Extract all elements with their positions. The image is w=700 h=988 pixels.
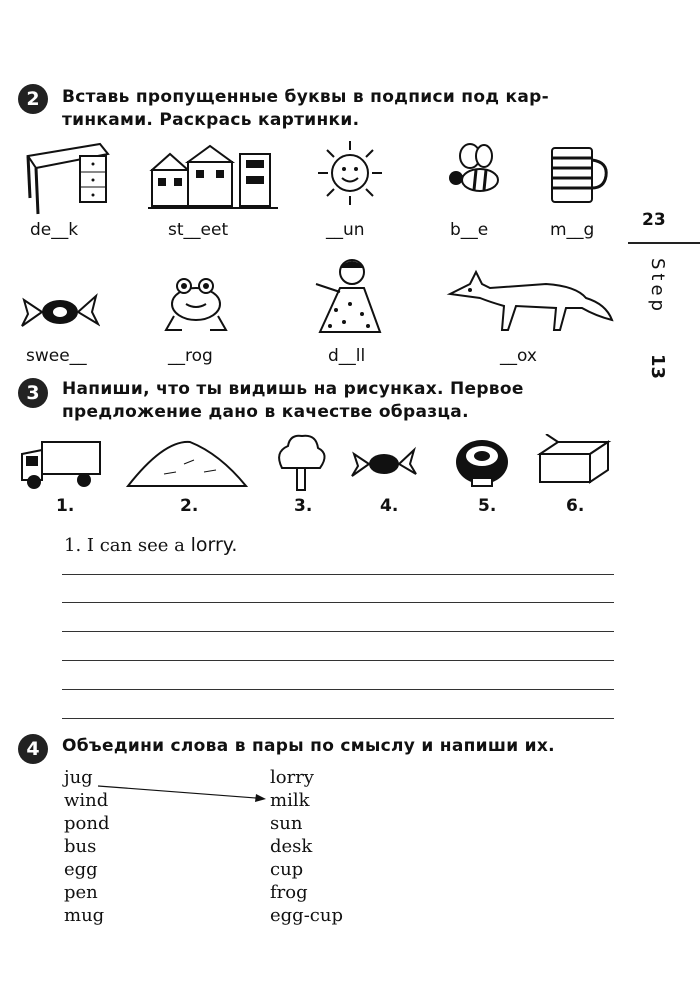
left-word: egg — [64, 859, 98, 880]
exercise-2-badge: 2 — [18, 84, 48, 114]
caption-fox: __ox — [500, 346, 537, 366]
tree-icon — [272, 432, 330, 494]
fox-icon — [446, 268, 614, 334]
step-number — [648, 354, 668, 384]
exercise-2-instruction — [62, 86, 622, 132]
bee-icon — [440, 142, 510, 202]
writing-line-4[interactable] — [62, 660, 614, 661]
caption-sun: __un — [326, 220, 365, 240]
caption-desk: de__k — [30, 220, 79, 240]
exercise-3-line2: предложение дано в качестве образца. — [62, 402, 469, 422]
sun-icon — [310, 138, 390, 208]
exercise-3-line1: Напиши, что ты видишь на рисунках. Первое — [62, 379, 524, 399]
picture-number-5: 5. — [478, 496, 497, 516]
writing-line-6[interactable] — [62, 718, 614, 719]
picture-number-6: 6. — [566, 496, 585, 516]
exercise-3-instruction — [62, 378, 622, 424]
candy-icon — [20, 286, 100, 336]
page-number: 23 — [642, 210, 666, 230]
street-icon — [148, 140, 278, 212]
caption-bee: b__e — [450, 220, 489, 240]
caption-mug: m__g — [550, 220, 595, 240]
step-label — [648, 258, 668, 348]
exercise-2-line2: тинками. Раскрась картинки. — [62, 110, 360, 130]
exercise-4-instruction: Объедини слова в пары по смыслу и напиши их. — [62, 736, 555, 756]
right-word-list — [270, 766, 343, 927]
doll-icon — [306, 254, 386, 338]
example-sentence — [64, 534, 237, 556]
side-divider — [628, 242, 700, 244]
step-label-text: Step — [647, 258, 668, 315]
picture-number-1: 1. — [56, 496, 75, 516]
picture-number-3: 3. — [294, 496, 313, 516]
left-word: wind — [64, 790, 109, 811]
mug-icon — [548, 144, 610, 206]
lorry-icon — [18, 436, 104, 492]
hill-icon — [124, 434, 250, 490]
frog-icon — [160, 276, 232, 334]
exercise-4-badge: 4 — [18, 734, 48, 764]
picture-number-4: 4. — [380, 496, 399, 516]
writing-line-5[interactable] — [62, 689, 614, 690]
exercise-2-line1: Вставь пропущенные буквы в подписи под кар- — [62, 87, 549, 107]
right-word: lorry — [270, 767, 314, 788]
example-answer: lorry. — [190, 534, 238, 556]
caption-frog: __rog — [168, 346, 213, 366]
right-word: desk — [270, 836, 313, 857]
caption-doll: d__ll — [328, 346, 366, 366]
pairing-arrow-icon — [96, 784, 266, 804]
cake-icon — [452, 436, 514, 488]
right-word: egg-cup — [270, 905, 343, 926]
right-word: frog — [270, 882, 308, 903]
box-icon — [536, 434, 612, 486]
left-word: jug — [64, 767, 93, 788]
writing-line-3[interactable] — [62, 631, 614, 632]
writing-line-1[interactable] — [62, 574, 614, 575]
left-word: pen — [64, 882, 98, 903]
right-word: milk — [270, 790, 310, 811]
right-word: cup — [270, 859, 304, 880]
desk-icon — [20, 140, 110, 218]
left-word: pond — [64, 813, 110, 834]
left-word: mug — [64, 905, 105, 926]
example-prefix: 1. I can see a — [64, 535, 185, 556]
right-word: sun — [270, 813, 303, 834]
left-word: bus — [64, 836, 97, 857]
step-number-text: 13 — [647, 354, 668, 380]
writing-line-2[interactable] — [62, 602, 614, 603]
caption-street: st__eet — [168, 220, 229, 240]
sweet-icon — [350, 438, 420, 488]
picture-numbers — [0, 496, 700, 520]
caption-sweet: swee__ — [26, 346, 87, 366]
exercise-3-badge: 3 — [18, 378, 48, 408]
picture-number-2: 2. — [180, 496, 199, 516]
